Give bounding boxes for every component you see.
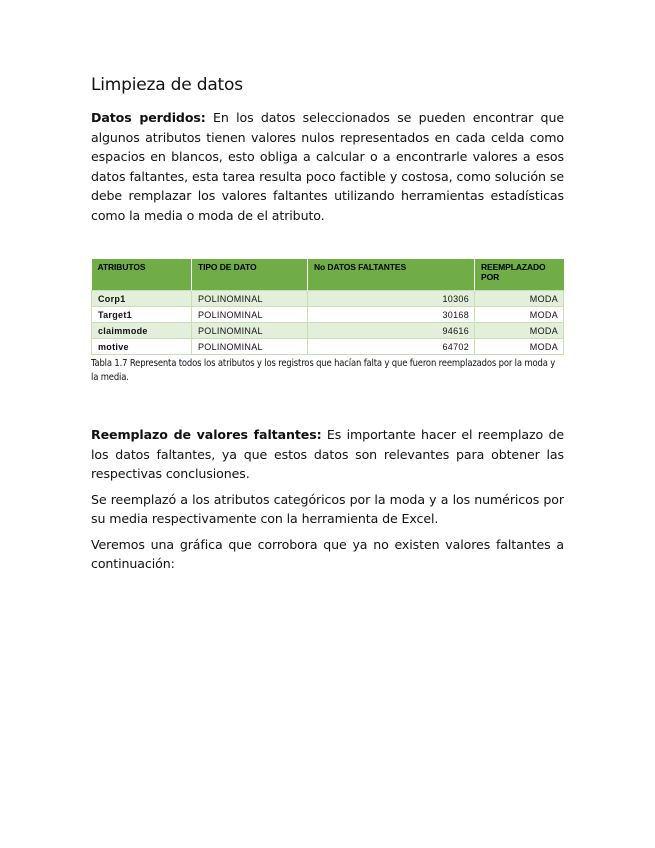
cell-missing-count: 30168 [308, 307, 475, 323]
cell-type: POLINOMINAL [192, 291, 308, 307]
cell-attribute: Corp1 [92, 291, 192, 307]
cell-missing-count: 64702 [308, 339, 475, 355]
table-header-row [92, 259, 564, 291]
cell-type: POLINOMINAL [192, 323, 308, 339]
table-row [92, 307, 564, 323]
intro-paragraph [91, 108, 564, 225]
table-caption: Tabla 1.7 Representa todos los atributos y los registros que hacían falta y que fueron reemplazados por la moda y la media. [91, 358, 556, 383]
intro-lead: Datos perdidos: [91, 110, 206, 125]
cell-replacement: MODA [475, 291, 564, 307]
header-atributos: ATRIBUTOS [92, 259, 192, 291]
missing-data-table [91, 259, 564, 355]
document-page [91, 74, 564, 580]
header-reemplazado-por: REEMPLAZADO POR [475, 259, 564, 291]
table-row [92, 291, 564, 307]
cell-missing-count: 10306 [308, 291, 475, 307]
cell-replacement: MODA [475, 339, 564, 355]
missing-data-table-block [91, 259, 564, 385]
table-row [92, 339, 564, 355]
cell-attribute: claimmode [92, 323, 192, 339]
section2-paragraph-2: Se reemplazó a los atributos categóricos por la moda y a los numéricos por su media respectivamente con la herramienta de Excel. [91, 491, 564, 526]
cell-replacement: MODA [475, 307, 564, 323]
header-no-datos-faltantes: No DATOS FALTANTES [308, 259, 475, 291]
cell-attribute: motive [92, 339, 192, 355]
section-reemplazo [91, 425, 564, 574]
cell-attribute: Target1 [92, 307, 192, 323]
cell-missing-count: 94616 [308, 323, 475, 339]
section2-lead: Reemplazo de valores faltantes: [91, 427, 322, 442]
section2-paragraph-3: Veremos una gráfica que corrobora que ya no existen valores faltantes a continuación: [91, 536, 564, 571]
intro-text: En los datos seleccionados se pueden encontrar que algunos atributos tienen valores nulos representados en cada celda como espacios en blancos, esto obliga a calcular o a encontrarle valores a esos datos faltantes, esta tarea resulta poco factible y costosa, como solución se debe remplazar los valores faltantes utilizando herramientas estadísticas como la media o moda de el atributo. [91, 110, 564, 223]
cell-type: POLINOMINAL [192, 339, 308, 355]
page-title: Limpieza de datos [91, 75, 243, 95]
section2-paragraph [91, 425, 564, 484]
cell-type: POLINOMINAL [192, 307, 308, 323]
section2-text: Es importante hacer el reemplazo de los datos faltantes, ya que estos datos son relevantes para obtener las respectivas conclusiones. [91, 427, 565, 481]
cell-replacement: MODA [475, 323, 564, 339]
table-row [92, 323, 564, 339]
header-tipo-de-dato: TIPO DE DATO [192, 259, 308, 291]
